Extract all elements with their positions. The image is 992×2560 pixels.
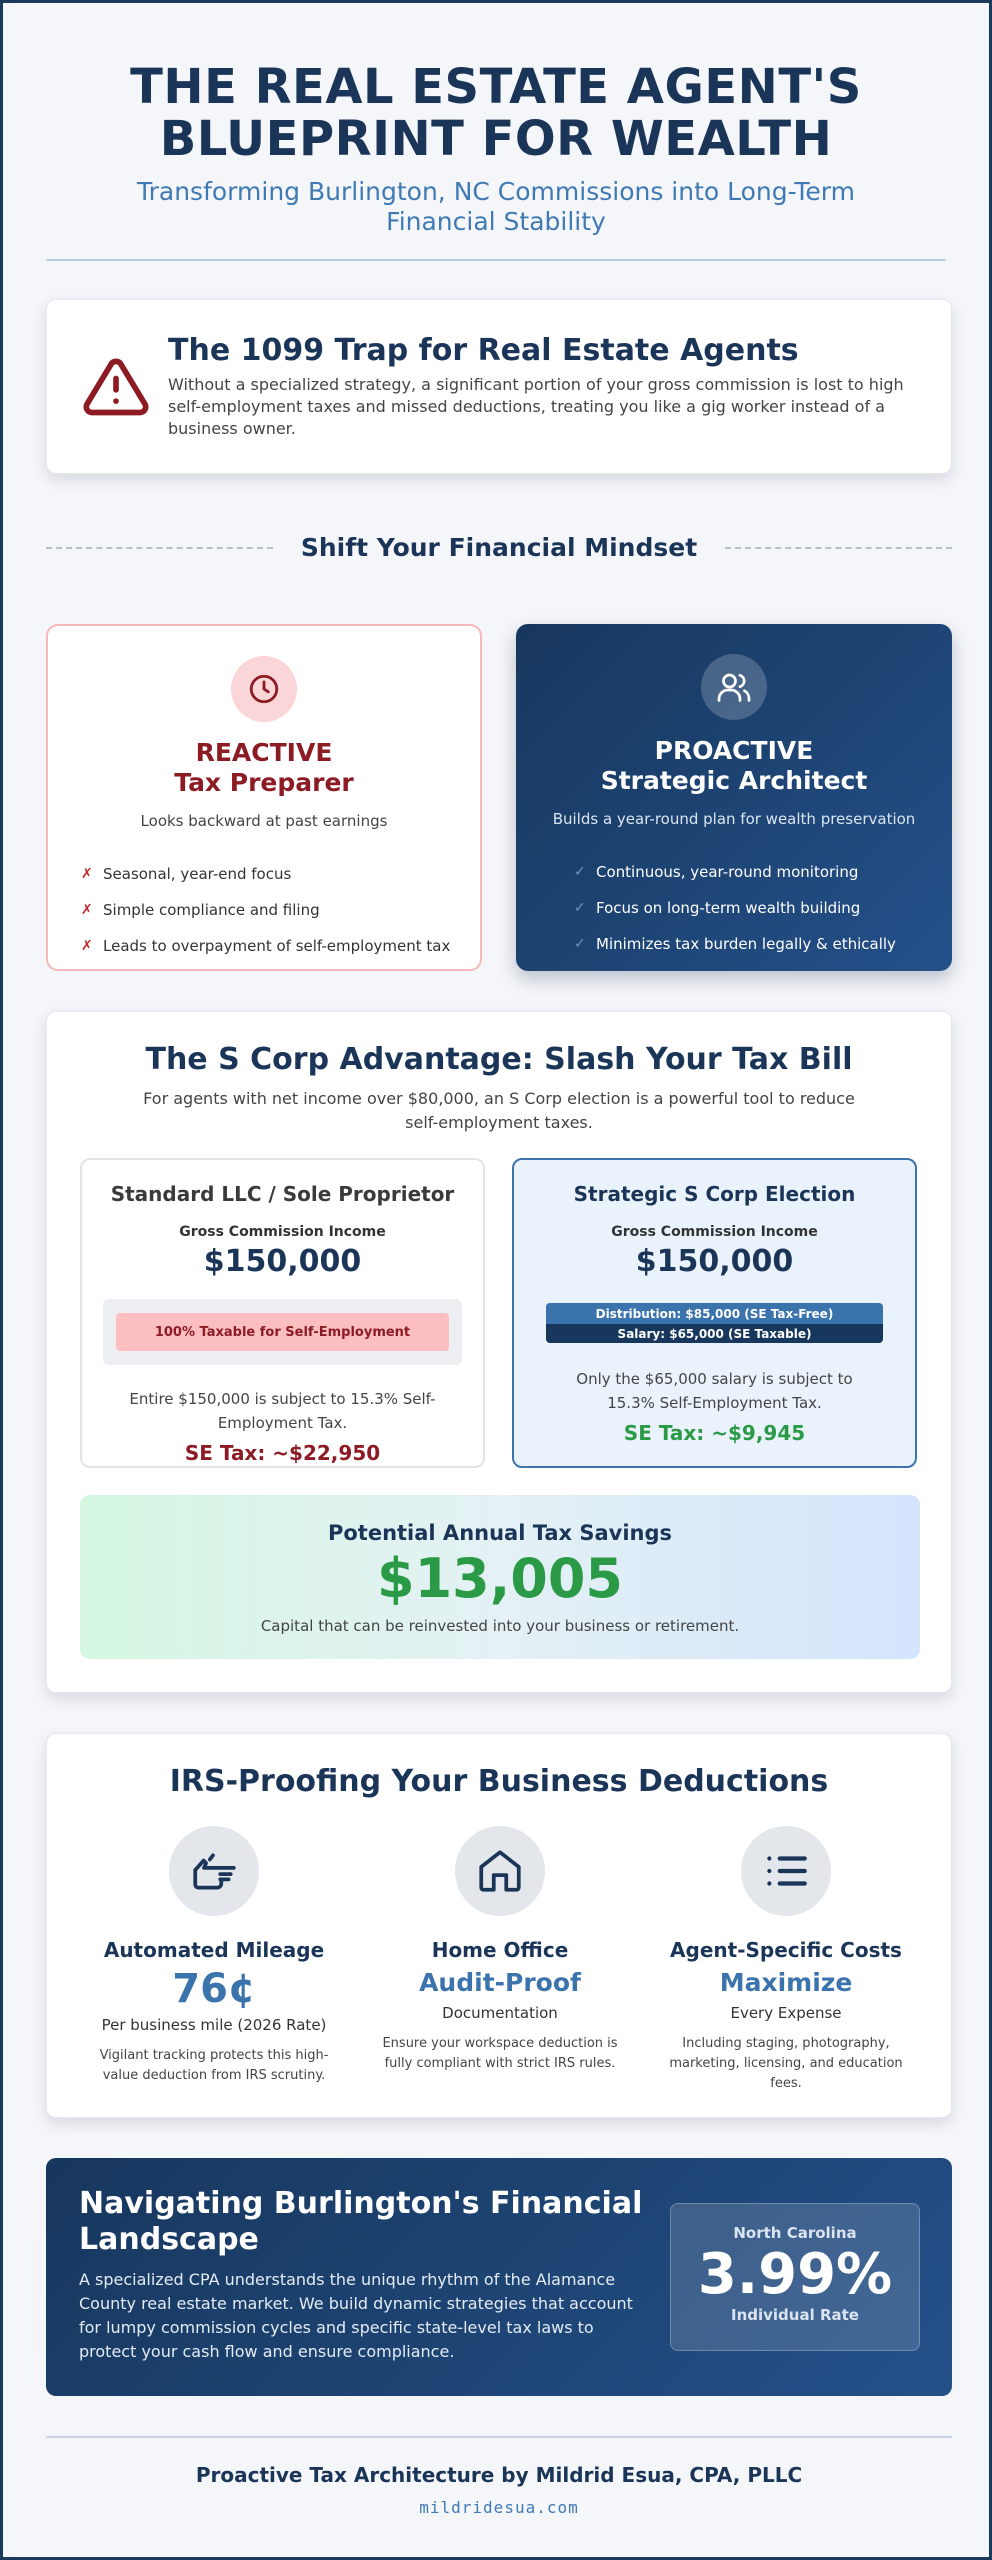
llc-taxable-bar: 100% Taxable for Self-Employment: [116, 1313, 449, 1351]
page-subtitle-line-2: Financial Stability: [386, 207, 606, 236]
list-item: [574, 926, 952, 962]
warning-triangle-icon: [82, 353, 150, 421]
savings-label: Potential Annual Tax Savings: [327, 1521, 673, 1545]
agent-costs-title: Agent-Specific Costs: [670, 1938, 902, 1962]
header-divider: [46, 259, 946, 261]
savings-note: Capital that can be reinvested into your business or retirement.: [260, 1617, 740, 1635]
clock-icon: [247, 672, 281, 706]
agent-costs-highlight: Maximize: [719, 1968, 853, 1997]
list-item: [574, 854, 952, 890]
trap-text: Without a specialized strategy, a significant portion of your gross commission is lost to high self-employment taxes and missed deductions, treating you like a gig worker instead of a business owner.: [168, 375, 904, 438]
reactive-card: [46, 624, 482, 971]
list-item-text: Seasonal, year-end focus: [103, 865, 292, 883]
trap-card: [46, 299, 952, 474]
reactive-title: [48, 738, 480, 798]
proactive-description: Builds a year-round plan for wealth preservation: [552, 810, 916, 828]
footer-firm-name: Proactive Tax Architecture by Mildrid Esua, CPA, PLLC: [195, 2463, 803, 2487]
nc-rate-value: 3.99%: [697, 2242, 893, 2307]
savings-value: $13,005: [377, 1547, 623, 1610]
scorp-note: Only the $65,000 salary is subject to 15.3% Self-Employment Tax.: [576, 1370, 853, 1412]
savings-panel: [80, 1495, 920, 1659]
dashed-divider-left: [46, 547, 273, 549]
check-mark-icon: ✓: [574, 936, 586, 952]
mileage-rate: 76¢: [172, 1966, 256, 2012]
scorp-col-title: Strategic S Corp Election: [573, 1182, 856, 1206]
list-icon-circle: [741, 1826, 831, 1916]
page-title: [3, 61, 989, 165]
reactive-list: [81, 856, 480, 964]
list-item-text: Simple compliance and filing: [103, 901, 320, 919]
scorp-intro: For agents with net income over $80,000, an S Corp election is a powerful tool to reduce self-employment taxes.: [143, 1089, 855, 1132]
reactive-icon-circle: [231, 656, 297, 722]
agent-costs-note: Including staging, photography, marketing, licensing, and education fees.: [669, 2036, 903, 2091]
burlington-text: A specialized CPA understands the unique rhythm of the Alamance County real estate market. We build dynamic strategies that account for lumpy commission cycles and specific state-level tax laws to protect your cash flow and ensure compliance.: [79, 2270, 633, 2361]
page-subtitle-line-1: Transforming Burlington, NC Commissions into Long-Term: [137, 177, 855, 206]
list-icon: [761, 1846, 811, 1896]
reactive-title-line-2: Tax Preparer: [174, 768, 354, 797]
x-mark-icon: ✗: [81, 938, 93, 954]
pointing-hand-icon: [189, 1846, 239, 1896]
scorp-card: [46, 1011, 952, 1693]
mileage-title: Automated Mileage: [103, 1938, 325, 1962]
mileage-subtitle: Per business mile (2026 Rate): [101, 2016, 327, 2034]
scorp-split-bar: [546, 1303, 883, 1343]
page-subtitle: [3, 177, 989, 237]
reactive-description: Looks backward at past earnings: [140, 812, 388, 830]
home-office-title: Home Office: [431, 1938, 569, 1962]
deductions-title: IRS-Proofing Your Business Deductions: [169, 1764, 829, 1799]
deductions-card: [46, 1733, 952, 2118]
x-mark-icon: ✗: [81, 902, 93, 918]
deduction-home-office: [365, 1826, 635, 2074]
list-item-text: Continuous, year-round monitoring: [596, 863, 859, 881]
reactive-title-line-1: REACTIVE: [195, 738, 333, 767]
llc-gci-value: $150,000: [203, 1244, 362, 1279]
check-mark-icon: ✓: [574, 900, 586, 916]
llc-title: Standard LLC / Sole Proprietor: [110, 1182, 455, 1206]
proactive-icon-circle: [701, 654, 767, 720]
list-item: [81, 856, 480, 892]
burlington-panel: [46, 2158, 952, 2396]
list-item-text: Leads to overpayment of self-employment tax: [103, 937, 451, 955]
x-mark-icon: ✗: [81, 866, 93, 882]
page-header: [3, 3, 989, 261]
list-item: [574, 890, 952, 926]
scorp-gci-value: $150,000: [635, 1244, 794, 1279]
home-office-highlight: Audit-Proof: [419, 1968, 581, 1997]
proactive-title: [516, 736, 952, 796]
dashed-divider-right: [725, 547, 952, 549]
list-item: [81, 892, 480, 928]
trap-title: The 1099 Trap for Real Estate Agents: [168, 333, 799, 368]
users-icon: [716, 669, 752, 705]
llc-bar-container: [103, 1299, 462, 1365]
check-mark-icon: ✓: [574, 864, 586, 880]
page-title-line-2: BLUEPRINT FOR WEALTH: [159, 111, 833, 167]
burlington-title: Navigating Burlington's Financial Landscape: [79, 2186, 643, 2257]
nc-rate-box: [670, 2203, 920, 2351]
mileage-icon-circle: [169, 1826, 259, 1916]
llc-se-tax: SE Tax: ~$22,950: [184, 1441, 381, 1465]
scorp-se-tax: SE Tax: ~$9,945: [623, 1421, 806, 1445]
mileage-note: Vigilant tracking protects this high-value deduction from IRS scrutiny.: [99, 2048, 329, 2083]
distribution-bar: Distribution: $85,000 (SE Tax-Free): [546, 1303, 883, 1324]
agent-costs-subtitle: Every Expense: [730, 2004, 842, 2022]
llc-column: [80, 1158, 485, 1468]
list-item-text: Minimizes tax burden legally & ethically: [596, 935, 896, 953]
nc-state-label: North Carolina: [733, 2224, 857, 2242]
scorp-column: [512, 1158, 917, 1468]
deduction-mileage: [79, 1826, 349, 2086]
proactive-title-line-1: PROACTIVE: [654, 736, 814, 765]
home-office-note: Ensure your workspace deduction is fully compliant with strict IRS rules.: [382, 2036, 618, 2071]
llc-gci-label: Gross Commission Income: [179, 1224, 386, 1240]
page-title-line-1: THE REAL ESTATE AGENT'S: [130, 59, 862, 115]
list-item: [81, 928, 480, 964]
proactive-card: [516, 624, 952, 971]
footer-divider: [46, 2436, 952, 2438]
salary-bar: Salary: $65,000 (SE Taxable): [546, 1324, 883, 1343]
proactive-list: [574, 854, 952, 962]
list-item-text: Focus on long-term wealth building: [596, 899, 861, 917]
deduction-agent-costs: [651, 1826, 921, 2094]
scorp-title: The S Corp Advantage: Slash Your Tax Bill: [145, 1042, 853, 1077]
mindset-heading: [46, 533, 952, 562]
trap-content: [168, 333, 916, 440]
llc-note: Entire $150,000 is subject to 15.3% Self-Employment Tax.: [129, 1390, 436, 1432]
footer-website-link[interactable]: mildridesua.com: [419, 2498, 579, 2517]
scorp-gci-label: Gross Commission Income: [611, 1224, 818, 1240]
home-icon: [475, 1846, 525, 1896]
proactive-title-line-2: Strategic Architect: [600, 766, 868, 795]
home-icon-circle: [455, 1826, 545, 1916]
nc-rate-label: Individual Rate: [731, 2306, 859, 2324]
mindset-title: Shift Your Financial Mindset: [300, 533, 698, 562]
home-office-subtitle: Documentation: [442, 2004, 558, 2022]
